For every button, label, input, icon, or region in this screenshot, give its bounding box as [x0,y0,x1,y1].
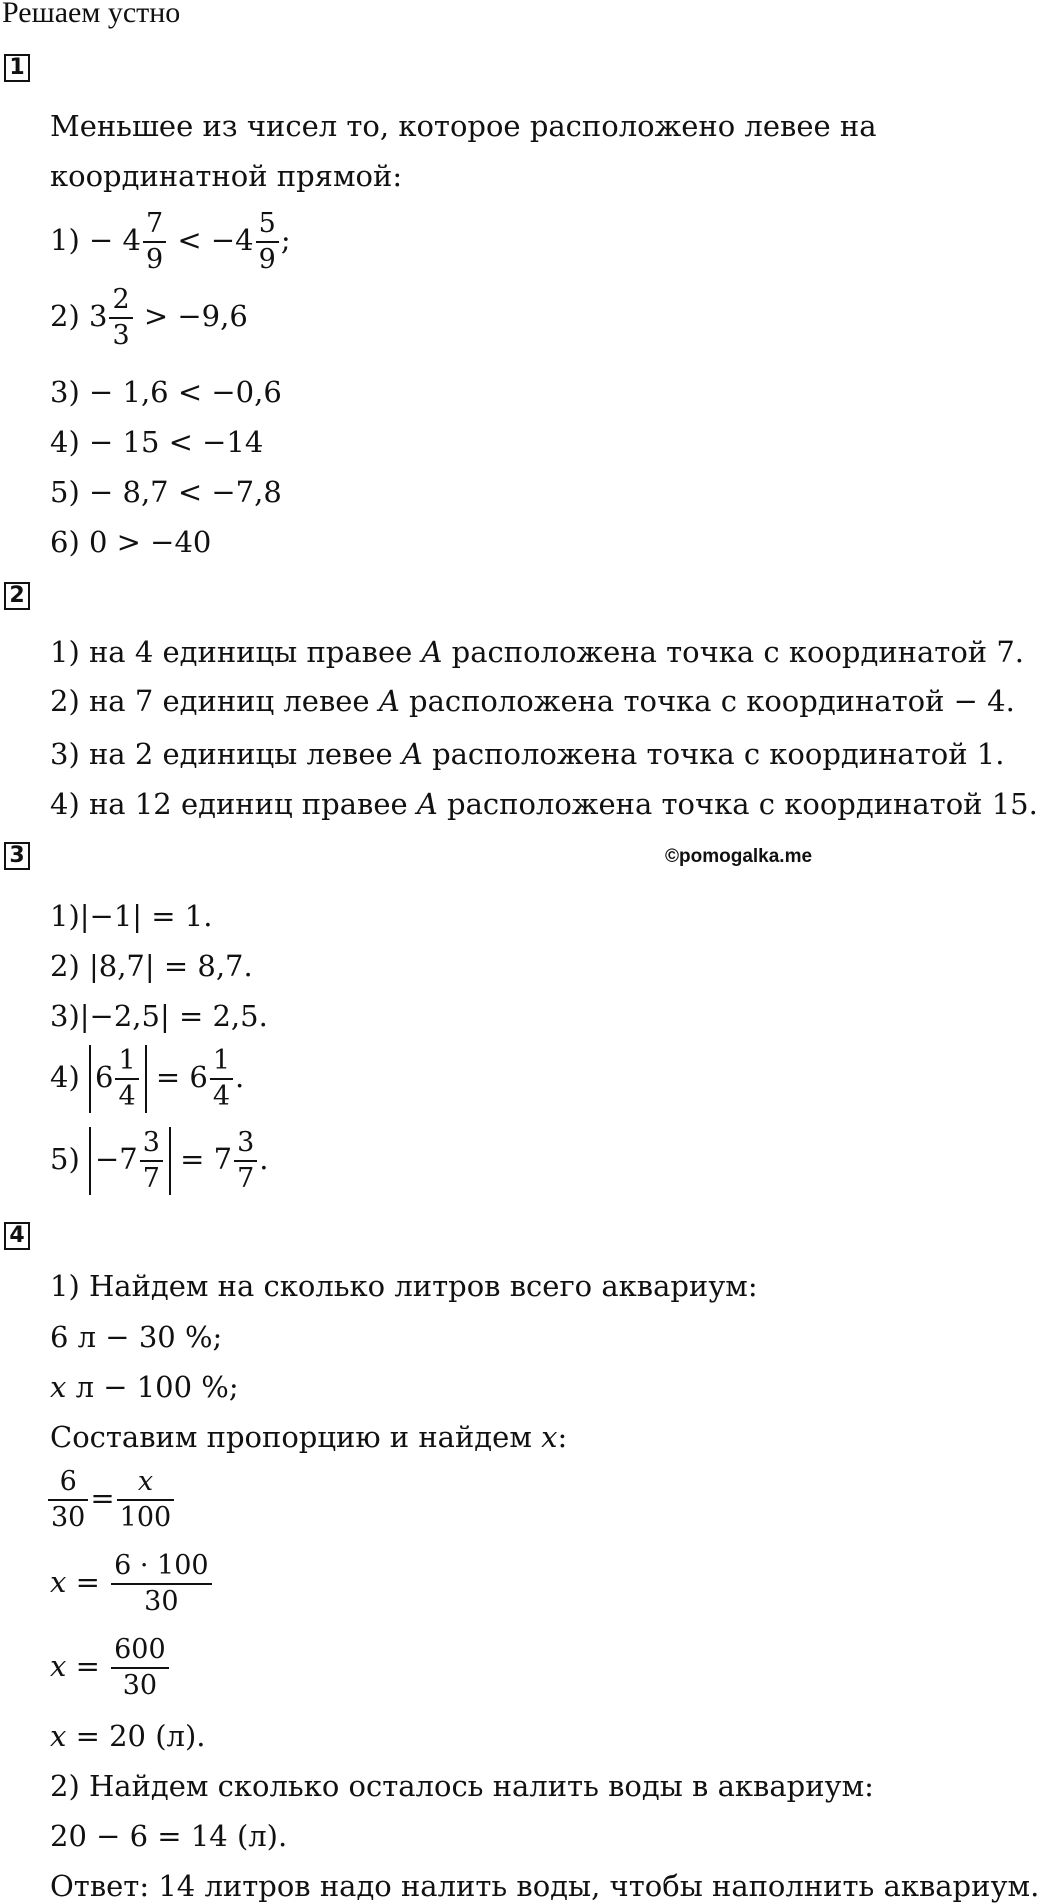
task4-step5: 2) Найдем сколько осталось налить воды в аквариум: [50,1769,874,1803]
task3-line3: 3)|−2,5| = 2,5. [50,999,268,1033]
task4-answer: Ответ: 14 литров надо налить воды, чтобы наполнить аквариум. [50,1869,1039,1903]
fraction: $\frac{6 \cdot 100}{30}$ [111,1550,211,1618]
task1-item2: 2) 3 $\frac{2}{3}$ > −9,6 [50,284,248,351]
task2-line2: 2) на 7 единиц левее A расположена точка с координатой − 4. [50,684,1015,718]
task4-step6: 20 − 6 = 14 (л). [50,1819,288,1853]
fraction: $\frac{5}{9}$ [256,208,279,276]
task4-step1: 1) Найдем на сколько литров всего аквариум: [50,1269,758,1303]
watermark: ©pomogalka.me [665,846,813,867]
fraction: $\frac{1}{4}$ [210,1045,233,1113]
task1-item6: 6) 0 > −40 [50,525,212,559]
task-number-3: 3 [4,842,30,870]
task1-intro-line2: координатной прямой: [50,159,403,193]
task4-proportion: $\frac{6}{30}$ = $\frac{x}{100}$ [46,1466,176,1534]
task1-item5: 5) − 8,7 < −7,8 [50,475,282,509]
task4-result1: x = 20 (л). [50,1719,206,1753]
task4-step2: 6 л − 30 %; [50,1320,223,1354]
task-number-1: 1 [4,54,30,82]
task1-intro-line1: Меньшее из чисел то, которое расположено левее на [50,109,877,143]
fraction: $\frac{7}{9}$ [143,208,166,276]
fraction: $\frac{600}{30}$ [111,1634,169,1702]
task4-step4: Составим пропорцию и найдем x: [50,1420,568,1454]
task4-step3: x л − 100 %; [50,1370,239,1404]
page-title: Решаем устно [2,0,181,29]
task3-line2: 2) |8,7| = 8,7. [50,949,253,983]
task1-item3: 3) − 1,6 < −0,6 [50,375,282,409]
task3-line1: 1)|−1| = 1. [50,899,213,933]
task2-line3: 3) на 2 единицы левее A расположена точка с координатой 1. [50,737,1005,771]
task-number-2: 2 [4,582,30,610]
fraction: $\frac{2}{3}$ [109,284,132,352]
fraction: $\frac{1}{4}$ [115,1045,138,1113]
absolute-value: −7 $\frac{3}{7}$ [89,1127,171,1195]
task3-line4: 4) 6 $\frac{1}{4}$ = 6 $\frac{1}{4}$ . [50,1045,245,1112]
fraction: $\frac{x}{100}$ [117,1466,175,1534]
fraction: $\frac{3}{7}$ [234,1127,257,1195]
task2-line4: 4) на 12 единиц правее A расположена точка с координатой 15. [50,787,1038,821]
task3-line5: 5) −7 $\frac{3}{7}$ = 7 $\frac{3}{7}$ . [50,1127,269,1194]
fraction: $\frac{3}{7}$ [140,1127,163,1195]
task4-formula1: x = $\frac{6 \cdot 100}{30}$ [50,1550,214,1618]
task-number-4: 4 [4,1222,30,1250]
task2-line1: 1) на 4 единицы правее A расположена точка с координатой 7. [50,635,1025,669]
absolute-value: 6 $\frac{1}{4}$ [89,1045,147,1113]
task1-item4: 4) − 15 < −14 [50,425,264,459]
task1-item1: 1) − 4 $\frac{7}{9}$ < −4 $\frac{5}{9}$ ; [50,208,291,275]
task4-formula2: x = $\frac{600}{30}$ [50,1634,171,1702]
fraction: $\frac{6}{30}$ [48,1466,88,1534]
